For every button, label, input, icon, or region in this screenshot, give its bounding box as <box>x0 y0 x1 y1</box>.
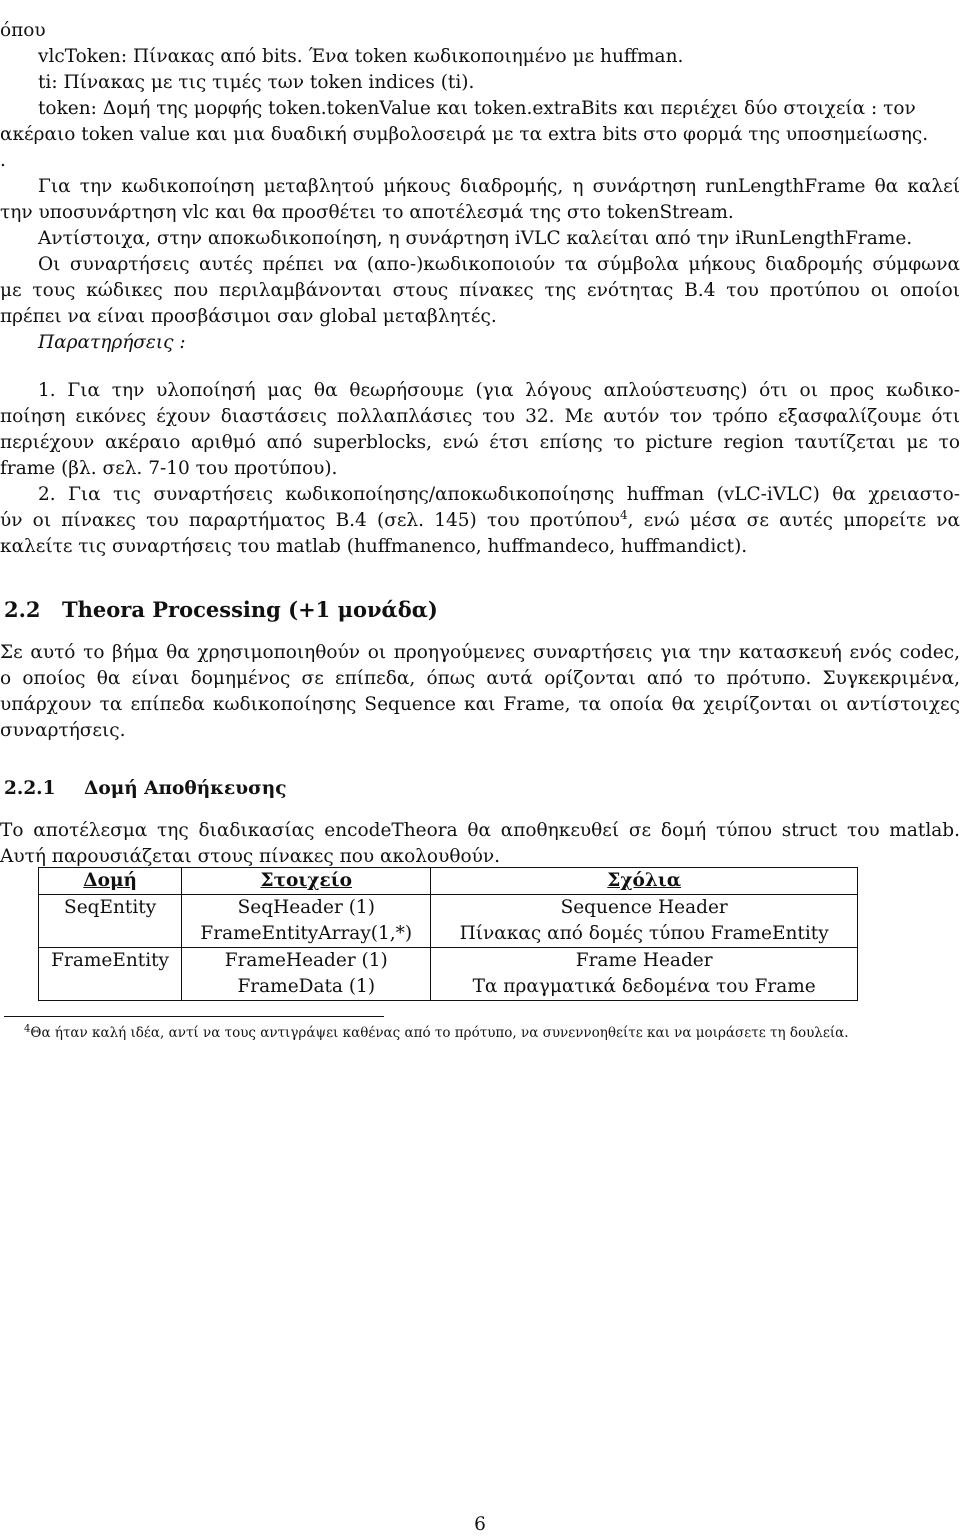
table-header-cell: Σχόλια <box>431 868 858 895</box>
note-2-text: ύν οι πίνακες του παραρτήματος B.4 (σελ. 145) του προτύπου <box>0 510 620 531</box>
table-header-row <box>39 868 858 895</box>
table-row <box>39 948 858 1001</box>
footnote-ref[interactable]: 4 <box>619 507 628 522</box>
text-line: όπου <box>0 20 46 41</box>
text-line: με τους κώδικες που περιλαμβάνονται στους πίνακες της ενότητας B.4 του προτύπου οι οποίοι <box>0 280 960 301</box>
note-2-line <box>0 508 960 534</box>
remarks-heading: Παρατηρήσεις : <box>38 332 186 353</box>
note-2-text: , ενώ μέσα σε αυτές μπορείτε να <box>627 510 960 531</box>
section-para-line: Σε αυτό το βήμα θα χρησιμοποιηθούν οι προηγούμενες συναρτήσεις για την κατασκευή ενός codec, <box>0 642 960 663</box>
subsection-para-line: Το αποτέλεσμα της διαδικασίας encodeTheora θα αποθηκευθεί σε δομή τύπου struct του matlab. <box>0 820 960 841</box>
table-row <box>39 895 858 948</box>
comment-line: Sequence Header <box>560 897 728 918</box>
text-line: Οι συναρτήσεις αυτές πρέπει να (απο-)κωδικοποιούν τα σύμβολα μήκους διαδρομής σύμφωνα <box>38 254 960 275</box>
comment-line: Πίνακας από δομές τύπου FrameEntity <box>459 923 829 944</box>
note-2-line: 2. Για τις συναρτήσεις κωδικοποίησης/αποκωδικοποίησης huffman (vLC-iVLC) θα χρειαστο- <box>38 484 960 505</box>
subsection-heading <box>4 776 286 802</box>
note-1-line: 1. Για την υλοποίησή μας θα θεωρήσουμε (για λόγους απλούστευσης) ότι οι προς κωδικο- <box>38 380 960 401</box>
subsection-title: Δομή Αποθήκευσης <box>84 778 287 799</box>
table-header-cell: Στοιχείο <box>182 868 431 895</box>
comment-line: Frame Header <box>575 950 713 971</box>
section-title: Theora Processing (+1 μονάδα) <box>62 597 438 622</box>
section-para-line: υπάρχουν τα επίπεδα κωδικοποίησης Sequence και Frame, τα οποία θα χειρίζονται οι αντίστοιχες <box>0 694 960 715</box>
section-para-line: συναρτήσεις. <box>0 720 126 741</box>
element-line: FrameHeader (1) <box>224 950 388 971</box>
footnote-divider <box>4 1016 384 1017</box>
text-line: πρέπει να είναι προσβάσιμοι σαν global μεταβλητές. <box>0 306 497 327</box>
table-cell-struct: FrameEntity <box>39 948 182 1001</box>
section-heading <box>4 596 438 624</box>
footnote-mark: 4 <box>24 1023 31 1035</box>
note-1-line: frame (βλ. σελ. 7-10 του προτύπου). <box>0 458 338 479</box>
element-line: FrameData (1) <box>237 976 376 997</box>
text-line: vlcToken: Πίνακας από bits. Ένα token κωδικοποιημένο με huffman. <box>38 46 684 67</box>
section-para-line: ο οποίος θα είναι δομημένος σε επίπεδα, όπως αυτά ορίζονται από το πρότυπο. Συγκεκριμένα, <box>0 668 960 689</box>
table-cell-element <box>182 895 431 948</box>
table-cell-element <box>182 948 431 1001</box>
element-line: SeqHeader (1) <box>237 897 375 918</box>
footnote-text: Θα ήταν καλή ιδέα, αντί να τους αντιγράψει καθένας από το πρότυπο, να συνεννοηθείτε και να μοιράσετε τη δουλεία. <box>30 1025 849 1041</box>
text-line: Για την κωδικοποίηση μεταβλητού μήκους διαδρομής, η συνάρτηση runLengthFrame θα καλεί <box>38 176 960 197</box>
text-line: ti: Πίνακας με τις τιμές των token indices (ti). <box>38 72 475 93</box>
section-number: 2.2 <box>4 597 41 622</box>
element-line: FrameEntityArray(1,*) <box>200 923 413 944</box>
structure-table <box>38 867 858 1001</box>
table-cell-comment <box>431 895 858 948</box>
text-line: την υποσυνάρτηση vlc και θα προσθέτει το αποτέλεσμά της στο tokenStream. <box>0 202 734 223</box>
text-line: . <box>0 150 6 171</box>
note-1-line: ποίηση εικόνες έχουν διαστάσεις πολλαπλάσιες του 32. Με αυτόν τον τρόπο εξασφαλίζουμε ότι <box>0 406 960 427</box>
text-line: ακέραιο token value και μια δυαδική συμβολοσειρά με τα extra bits στο φορμά της υποσημείωσης. <box>0 124 929 145</box>
table-cell-struct: SeqEntity <box>39 895 182 948</box>
text-line: token: Δομή της μορφής token.tokenValue και token.extraBits και περιέχει δύο στοιχεία : τον <box>38 98 916 119</box>
table-cell-comment <box>431 948 858 1001</box>
note-1-line: περιέχουν ακέραιο αριθμό από superblocks, ενώ έτσι επίσης το picture region ταυτίζεται με το <box>0 432 960 453</box>
table-header-cell: Δομή <box>39 868 182 895</box>
page-number: 6 <box>474 1514 486 1535</box>
text-line: Αντίστοιχα, στην αποκωδικοποίηση, η συνάρτηση iVLC καλείται από την iRunLengthFrame. <box>38 228 913 249</box>
subsection-para-line: Αυτή παρουσιάζεται στους πίνακες που ακολουθούν. <box>0 846 500 867</box>
comment-line: Τα πραγματικά δεδομένα του Frame <box>472 976 816 997</box>
note-2-line: καλείτε τις συναρτήσεις του matlab (huffmanenco, huffmandeco, huffmandict). <box>0 536 748 557</box>
footnote <box>24 1022 849 1044</box>
subsection-number: 2.2.1 <box>4 778 56 799</box>
